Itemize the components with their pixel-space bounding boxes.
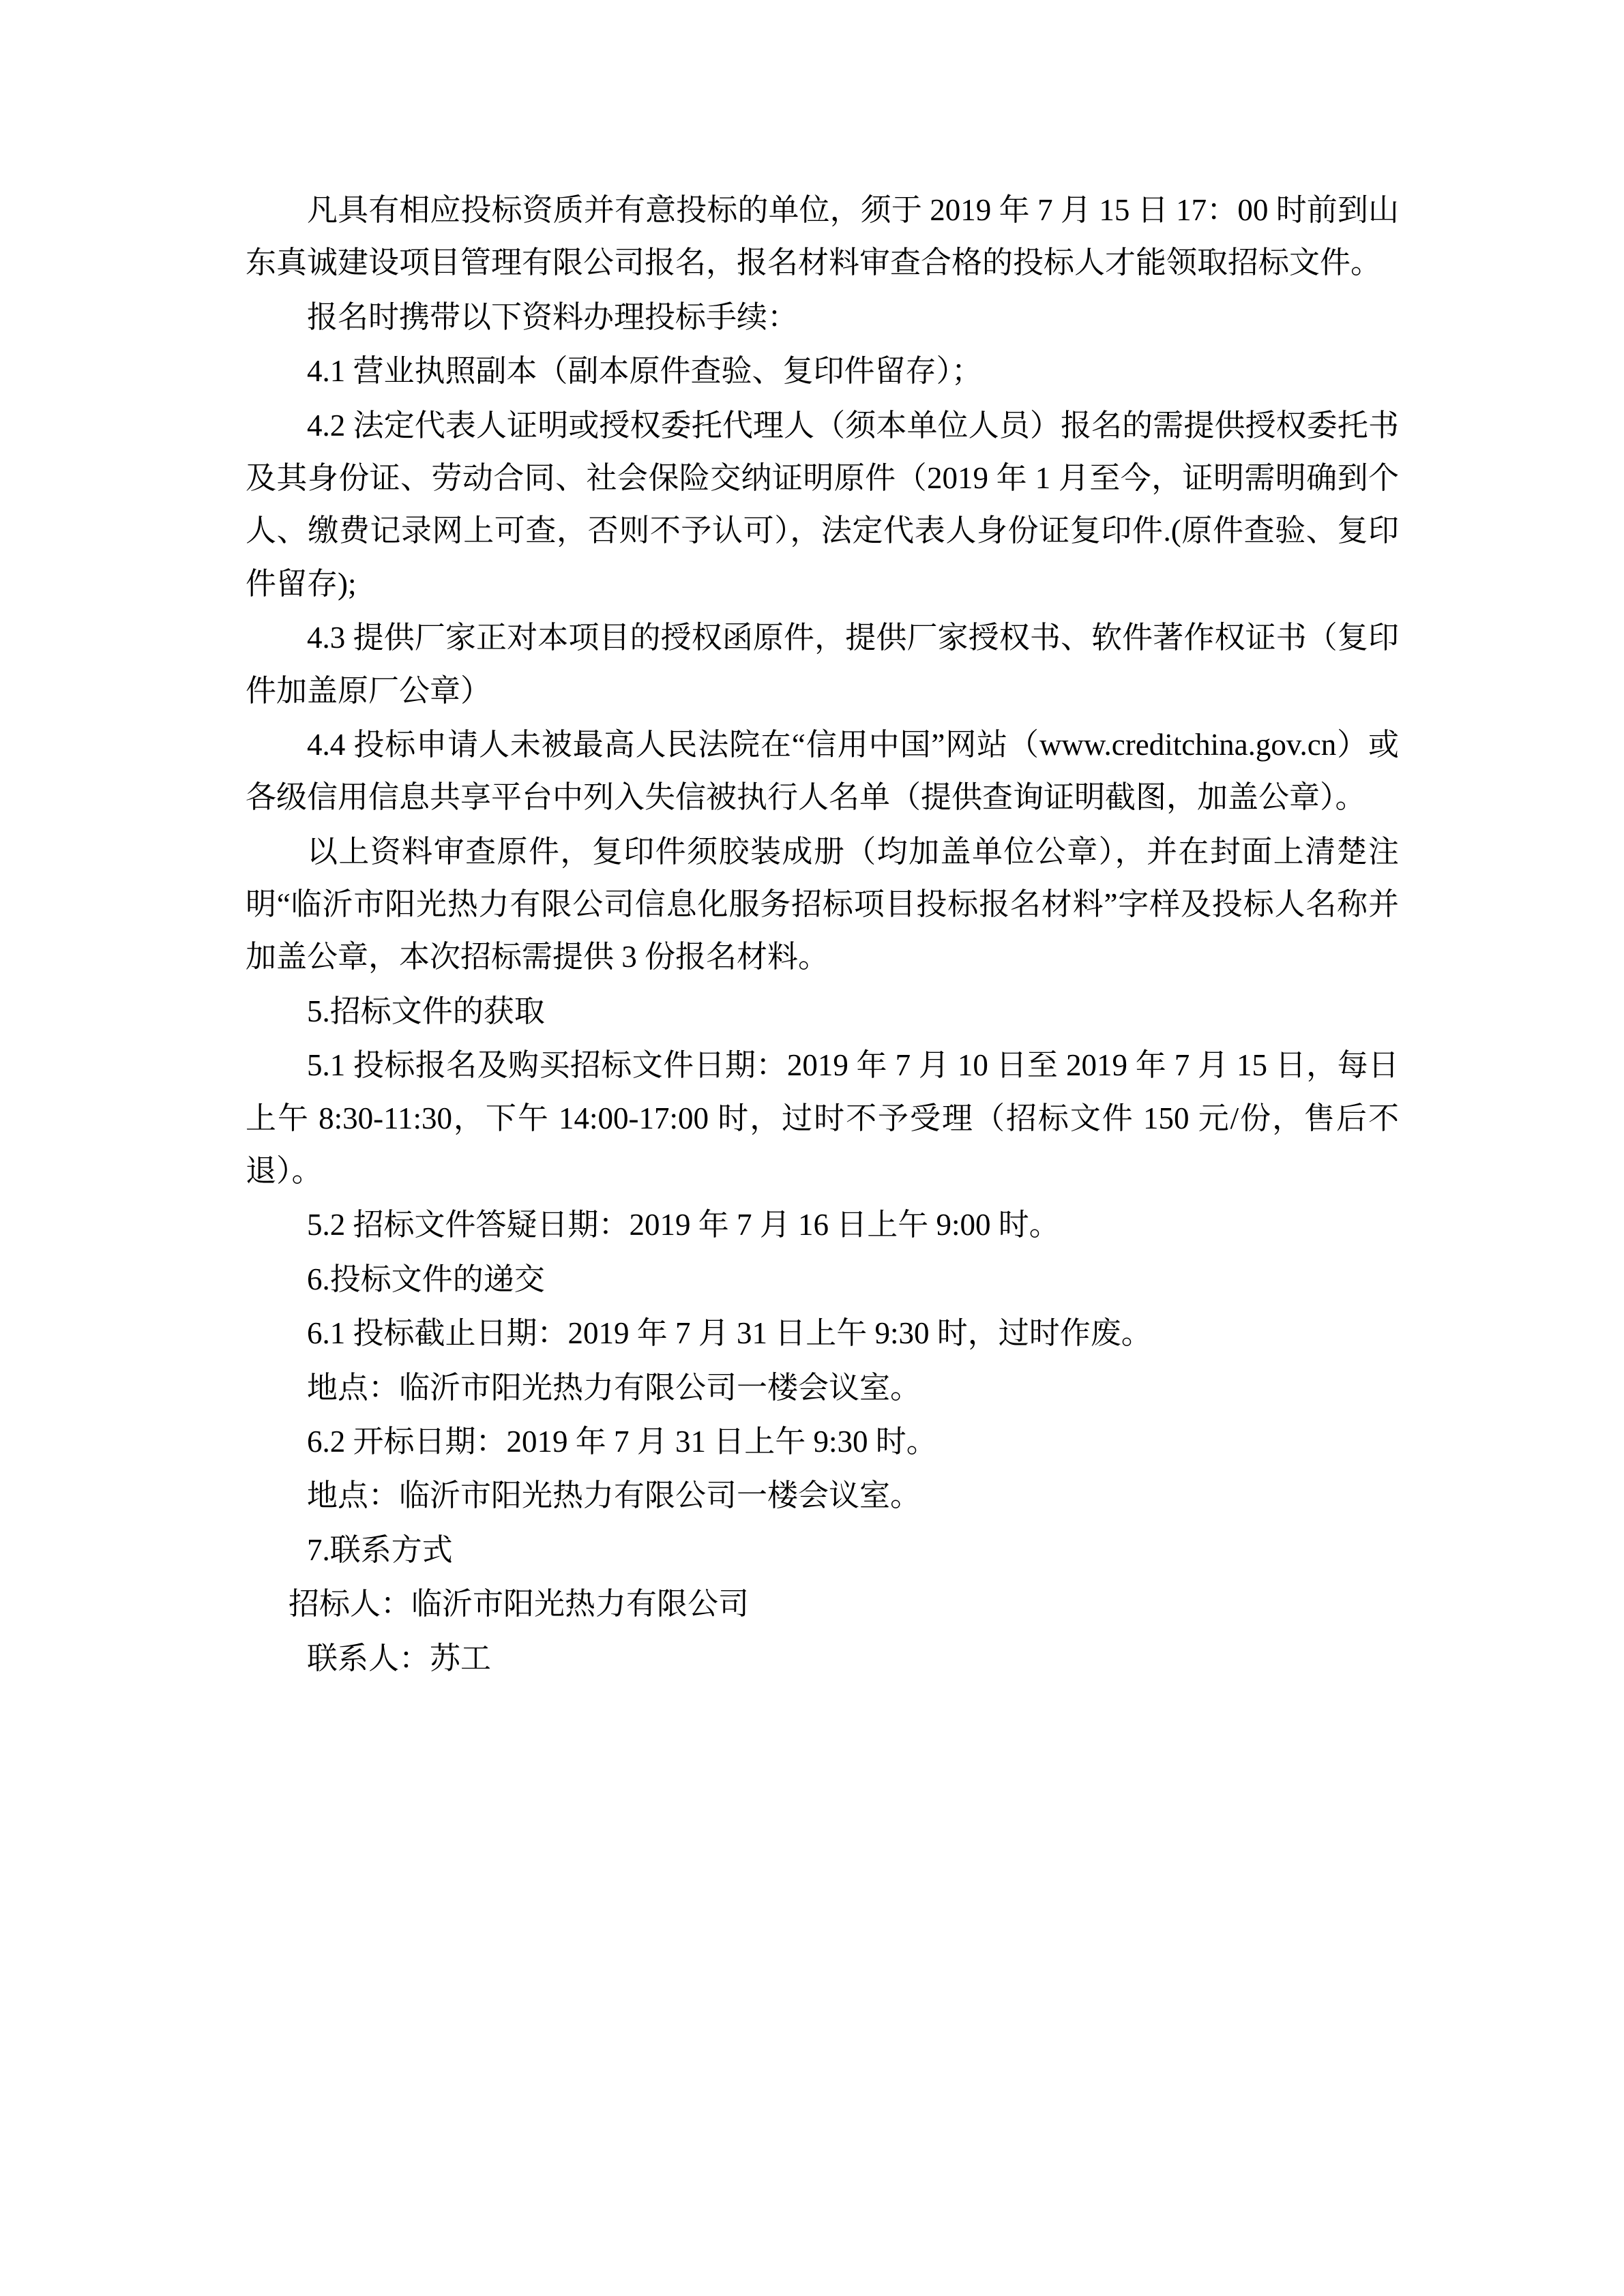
paragraph-materials-intro: 报名时携带以下资料办理投标手续：: [307, 299, 799, 334]
paragraph-item-6-2: 6.2 开标日期：2019 年 7 月 31 日上午 9:30 时。: [307, 1424, 937, 1459]
document-body: [246, 184, 1399, 1685]
paragraph-item-6-1-location: 地点：临沂市阳光热力有限公司一楼会议室。: [307, 1370, 921, 1405]
paragraph-item-4-4: 4.4 投标申请人未被最高人民法院在“信用中国”网站（www.creditchina.gov.cn）或各级信用信息共享平台中列入失信被执行人名单（提供查询证明截图，加盖公章）。: [246, 727, 1399, 815]
paragraph-tenderee: 招标人：临沂市阳光热力有限公司: [289, 1587, 750, 1622]
paragraph-item-5-2: 5.2 招标文件答疑日期：2019 年 7 月 16 日上午 9:00 时。: [307, 1208, 1060, 1242]
paragraph-item-4-1: 4.1 营业执照副本（副本原件查验、复印件留存）；: [307, 354, 983, 389]
paragraph-item-5-1: 5.1 投标报名及购买招标文件日期：2019 年 7 月 10 日至 2019 年 7 月 15 日，每日上午 8:30-11:30，下午 14:00-17:00 时，过时不予受理（招标文件 150 元/份，售后不退）。: [246, 1048, 1399, 1189]
paragraph-section-7-heading: 7.联系方式: [307, 1532, 453, 1567]
paragraph-item-4-2: 4.2 法定代表人证明或授权委托代理人（须本单位人员）报名的需提供授权委托书及其身份证、劳动合同、社会保险交纳证明原件（2019 年 1 月至今，证明需明确到个人、缴费记录网上可查，否则不予认可），法定代表人身份证复印件.(原件查验、复印件留存);: [246, 408, 1399, 601]
paragraph-notice-registration: 凡具有相应投标资质并有意投标的单位，须于 2019 年 7 月 15 日 17：00 时前到山东真诚建设项目管理有限公司报名，报名材料审查合格的投标人才能领取招标文件。: [246, 193, 1399, 280]
paragraph-contact-person: 联系人：苏工: [307, 1641, 492, 1675]
paragraph-item-6-2-location: 地点：临沂市阳光热力有限公司一楼会议室。: [307, 1478, 921, 1513]
paragraph-section-5-heading: 5.招标文件的获取: [307, 994, 545, 1028]
paragraph-binding-requirement: 以上资料审查原件，复印件须胶装成册（均加盖单位公章），并在封面上清楚注明“临沂市阳光热力有限公司信息化服务招标项目投标报名材料”字样及投标人名称并加盖公章，本次招标需提供 3 份报名材料。: [246, 834, 1399, 974]
paragraph-item-4-3: 4.3 提供厂家正对本项目的授权函原件，提供厂家授权书、软件著作权证书（复印件加盖原厂公章）: [246, 621, 1399, 708]
paragraph-section-6-heading: 6.投标文件的递交: [307, 1262, 545, 1296]
paragraph-item-6-1: 6.1 投标截止日期：2019 年 7 月 31 日上午 9:30 时，过时作废。: [307, 1316, 1152, 1351]
